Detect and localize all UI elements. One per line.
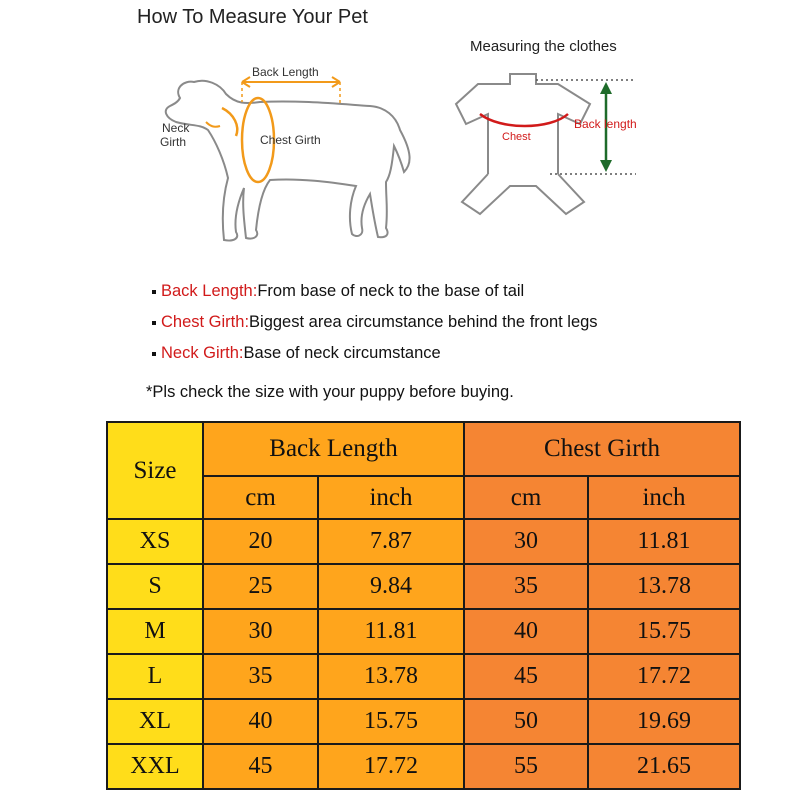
size-chart-table <box>106 421 741 790</box>
back-cm-cell: 25 <box>203 564 318 609</box>
back-cm-header: cm <box>203 476 318 519</box>
chest-cm-cell: 45 <box>464 654 588 699</box>
bullet-icon <box>152 321 156 325</box>
chest-cm-cell: 50 <box>464 699 588 744</box>
neck-girth-label-2: Girth <box>160 135 187 149</box>
clothes-diagram <box>440 34 660 224</box>
back-inch-cell: 7.87 <box>318 519 464 564</box>
chest-inch-cell: 19.69 <box>588 699 740 744</box>
chest-inch-cell: 13.78 <box>588 564 740 609</box>
definition-chest-girth <box>152 307 598 338</box>
chest-cm-cell: 35 <box>464 564 588 609</box>
definitions-list <box>152 276 598 369</box>
definition-term: Chest Girth: <box>161 313 250 331</box>
chest-inch-cell: 21.65 <box>588 744 740 789</box>
table-row <box>107 609 740 654</box>
size-header: Size <box>107 422 203 519</box>
size-cell: XS <box>107 519 203 564</box>
neck-girth-label-1: Neck <box>162 121 190 135</box>
table-row <box>107 519 740 564</box>
chest-cm-cell: 30 <box>464 519 588 564</box>
garment-outline <box>456 74 590 184</box>
bullet-icon <box>152 290 156 294</box>
definition-text: From base of neck to the base of tail <box>257 282 525 300</box>
table-row <box>107 654 740 699</box>
table-row <box>107 699 740 744</box>
back-length-label-clothes: Back length <box>574 117 637 131</box>
back-length-label: Back Length <box>252 65 319 79</box>
back-inch-cell: 13.78 <box>318 654 464 699</box>
back-inch-cell: 15.75 <box>318 699 464 744</box>
back-length-header: Back Length <box>203 422 464 476</box>
page-title: How To Measure Your Pet <box>137 6 368 28</box>
back-cm-cell: 20 <box>203 519 318 564</box>
chest-inch-header: inch <box>588 476 740 519</box>
back-inch-cell: 11.81 <box>318 609 464 654</box>
size-cell: XL <box>107 699 203 744</box>
definition-term: Neck Girth: <box>161 344 244 362</box>
definition-neck-girth <box>152 338 598 369</box>
back-inch-cell: 9.84 <box>318 564 464 609</box>
chest-cm-cell: 40 <box>464 609 588 654</box>
chest-girth-header: Chest Girth <box>464 422 740 476</box>
definition-text: Base of neck circumstance <box>243 344 441 362</box>
definition-text: Biggest area circumstance behind the front legs <box>249 313 598 331</box>
chest-inch-cell: 11.81 <box>588 519 740 564</box>
clothes-diagram-title: Measuring the clothes <box>470 38 617 55</box>
size-check-note: *Pls check the size with your puppy before buying. <box>146 383 514 401</box>
chest-inch-cell: 17.72 <box>588 654 740 699</box>
chest-inch-cell: 15.75 <box>588 609 740 654</box>
chest-label: Chest <box>502 131 531 143</box>
back-cm-cell: 35 <box>203 654 318 699</box>
garment-legs <box>462 174 584 214</box>
table-row <box>107 744 740 789</box>
size-cell: L <box>107 654 203 699</box>
size-cell: M <box>107 609 203 654</box>
bullet-icon <box>152 352 156 356</box>
definition-term: Back Length: <box>161 282 258 300</box>
back-cm-cell: 30 <box>203 609 318 654</box>
back-cm-cell: 45 <box>203 744 318 789</box>
chest-cm-header: cm <box>464 476 588 519</box>
size-cell: S <box>107 564 203 609</box>
chest-girth-label: Chest Girth <box>260 133 321 147</box>
chest-cm-cell: 55 <box>464 744 588 789</box>
dog-silhouette <box>166 81 410 241</box>
back-cm-cell: 40 <box>203 699 318 744</box>
dog-diagram <box>150 60 440 260</box>
definition-back-length <box>152 276 598 307</box>
back-inch-header: inch <box>318 476 464 519</box>
size-cell: XXL <box>107 744 203 789</box>
back-inch-cell: 17.72 <box>318 744 464 789</box>
table-row <box>107 564 740 609</box>
